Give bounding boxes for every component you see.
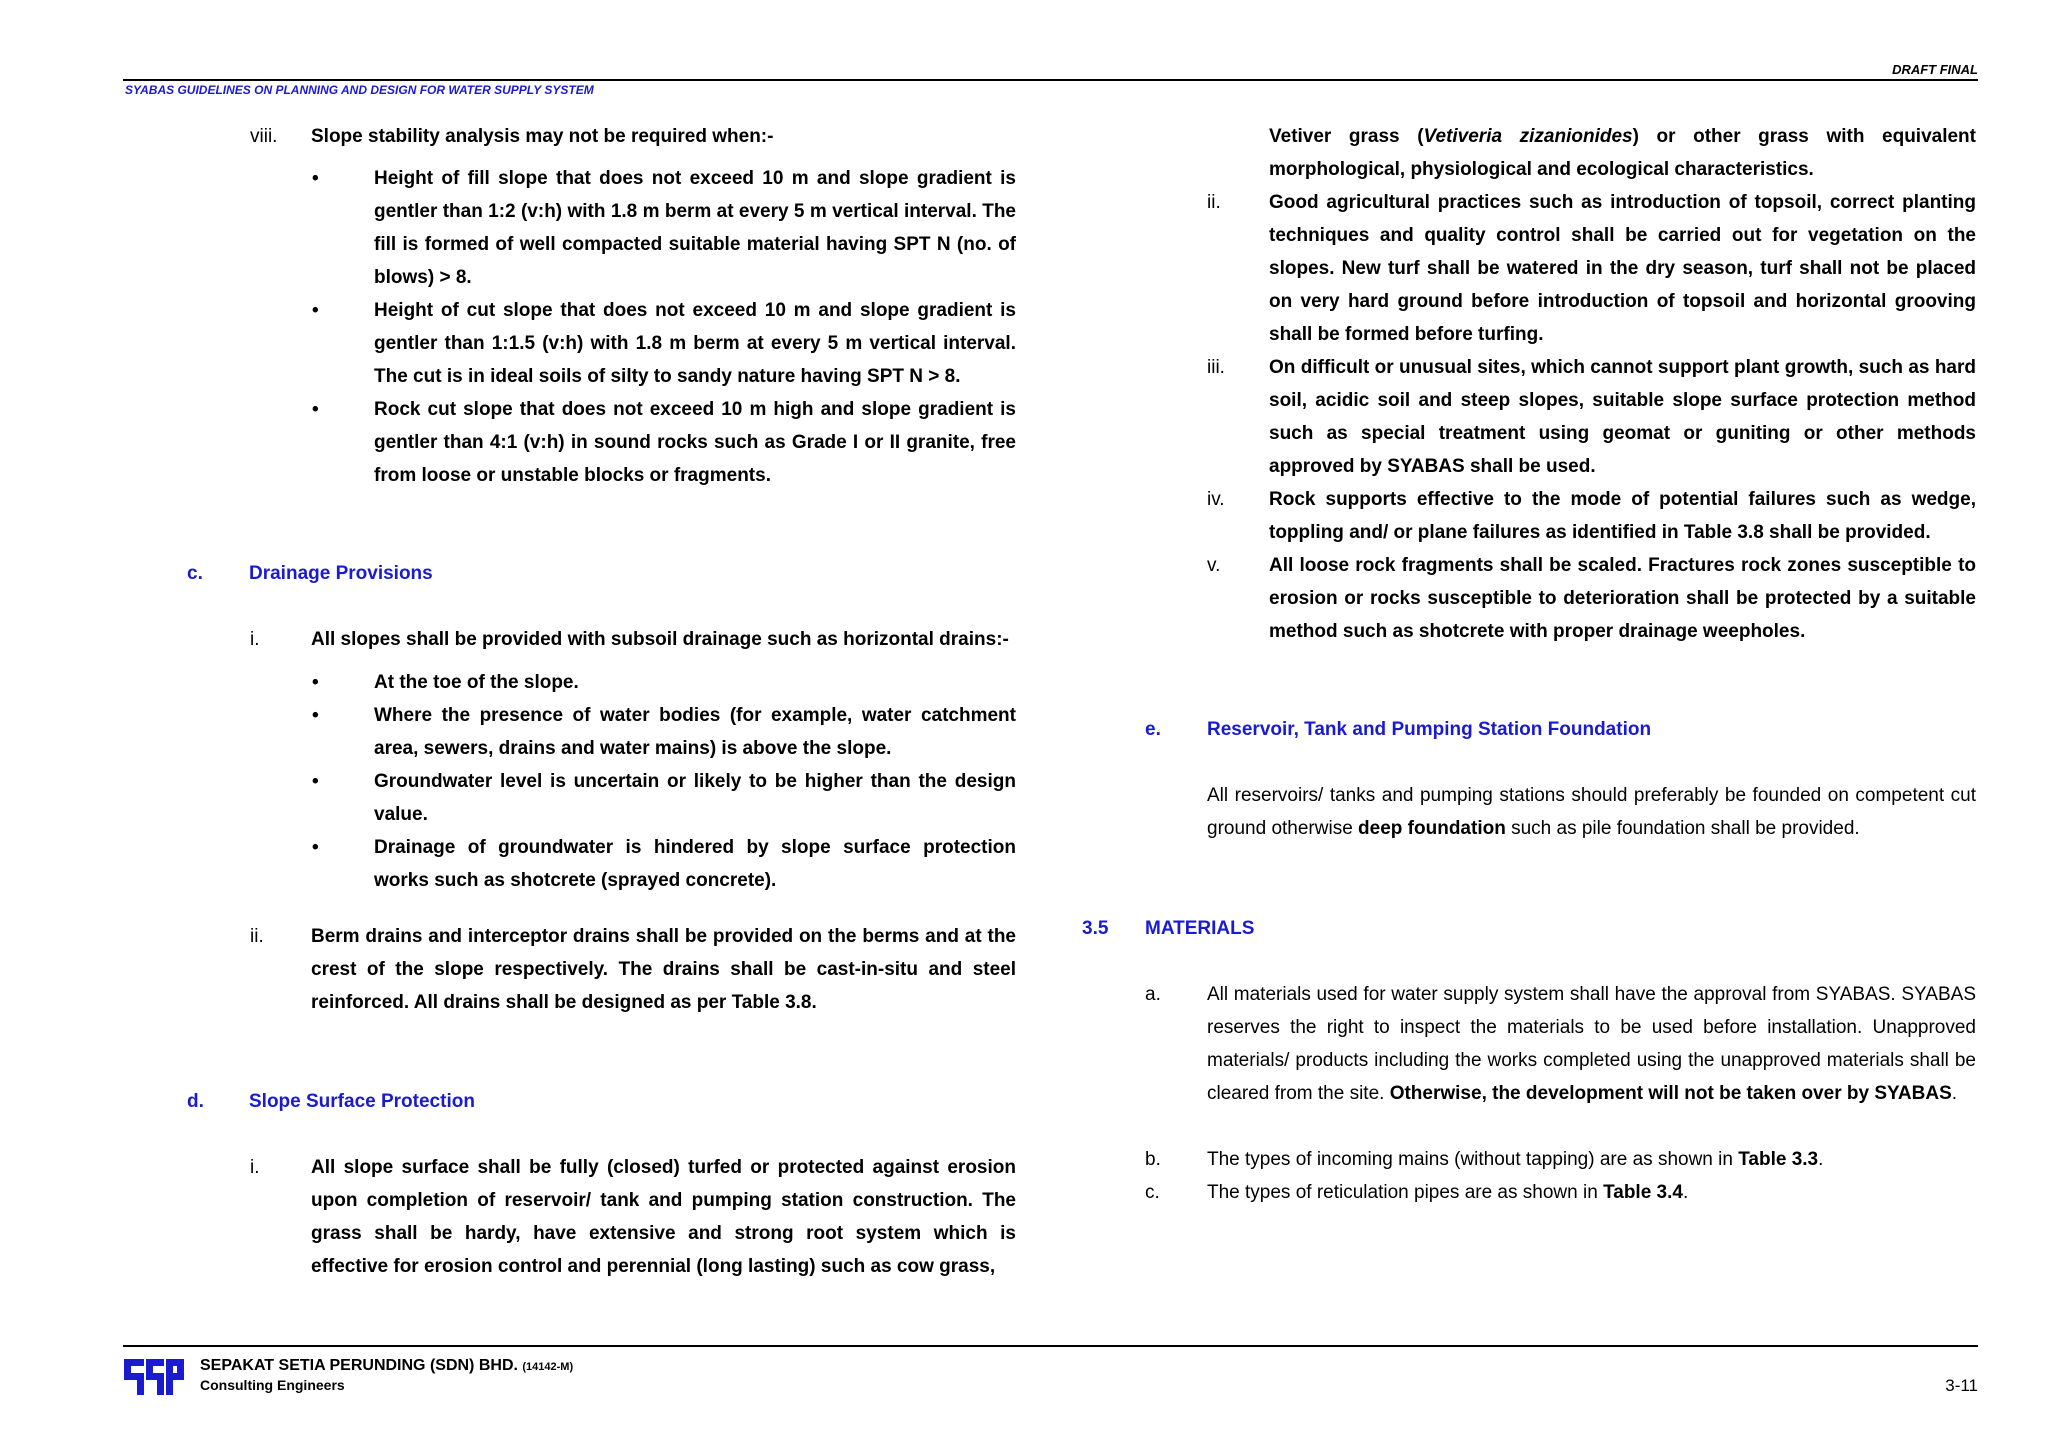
bullet-icon: •: [312, 672, 319, 693]
d-item-ii-text: Good agricultural practices such as introduction of topsoil, correct planting techniques and quality control shall be carried out for vegetation on the slopes. New turf shall be watered in the dry season, turf shall not be placed on very hard ground before introduction of topsoil and horizontal grooving shall be formed before turfing.: [1269, 192, 1976, 345]
bullet-icon: •: [312, 300, 319, 321]
draft-label: DRAFT FINAL: [1892, 62, 1978, 77]
bullet-icon: •: [312, 399, 319, 420]
d-item-v-text: All loose rock fragments shall be scaled. Fractures rock zones susceptible to erosion or rocks susceptible to deterioration shall be protected by a suitable method such as shotcrete with proper drainage weepholes.: [1269, 555, 1976, 642]
section-e-letter: e.: [1145, 719, 1161, 740]
section-3-5-title: MATERIALS: [1145, 918, 1255, 939]
section-c-letter: c.: [187, 563, 203, 584]
section-e-title: Reservoir, Tank and Pumping Station Foundation: [1207, 719, 1652, 740]
section-e-body: All reservoirs/ tanks and pumping stations should preferably be founded on competent cut ground otherwise deep foundation such as pile foundation shall be provided.: [1207, 785, 1976, 839]
d-item-iv-number: iv.: [1207, 489, 1225, 510]
c-item-ii-text: Berm drains and interceptor drains shall be provided on the berms and at the crest of the slope respectively. The drains shall be cast-in-situ and steel reinforced. All drains shall be designed as per Table 3.8.: [311, 926, 1016, 1013]
ssp-logo-icon: [124, 1359, 184, 1400]
header-rule: [123, 79, 1978, 81]
item-viii-text: Slope stability analysis may not be required when:-: [311, 126, 774, 147]
d-item-iii-number: iii.: [1207, 357, 1225, 378]
page-number: 3-11: [1945, 1376, 1978, 1395]
materials-b-text: The types of incoming mains (without tapping) are as shown in Table 3.3.: [1207, 1149, 1824, 1170]
bullet-icon: •: [312, 168, 319, 189]
item-viii-number: viii.: [250, 126, 278, 147]
viii-bullet-2: Height of cut slope that does not exceed 10 m and slope gradient is gentler than 1:1.5 (v:h) with 1.8 m berm at every 5 m vertical interval. The cut is in ideal soils of silty to sandy nature having SPT N > 8.: [374, 300, 1016, 387]
materials-c-text: The types of reticulation pipes are as shown in Table 3.4.: [1207, 1182, 1689, 1203]
materials-a-letter: a.: [1145, 984, 1161, 1005]
bullet-icon: •: [312, 837, 319, 858]
viii-bullet-1: Height of fill slope that does not exceed 10 m and slope gradient is gentler than 1:2 (v:h) with 1.8 m berm at every 5 m vertical interval. The fill is formed of well compacted suitable material having SPT N (no. of blows) > 8.: [374, 168, 1016, 288]
c-bullet-2: Where the presence of water bodies (for example, water catchment area, sewers, drains and water mains) is above the slope.: [374, 705, 1016, 759]
section-3-5-number: 3.5: [1082, 918, 1109, 939]
section-c-title: Drainage Provisions: [249, 563, 433, 584]
d-item-i-number: i.: [250, 1157, 260, 1178]
d-item-i-text: All slope surface shall be fully (closed) turfed or protected against erosion upon completion of reservoir/ tank and pumping station construction. The grass shall be hardy, have extensive and strong root system which is effective for erosion control and perennial (long lasting) such as cow grass,: [311, 1157, 1016, 1277]
d-item-ii-number: ii.: [1207, 192, 1221, 213]
d-item-i-continued: Vetiver grass (Vetiveria zizanionides) or other grass with equivalent morphological, physiological and ecological characteristics.: [1269, 126, 1976, 180]
d-item-iv-text: Rock supports effective to the mode of potential failures such as wedge, toppling and/ or plane failures as identified in Table 3.8 shall be provided.: [1269, 489, 1976, 543]
section-d-title: Slope Surface Protection: [249, 1091, 475, 1112]
bullet-icon: •: [312, 705, 319, 726]
c-bullet-4: Drainage of groundwater is hindered by slope surface protection works such as shotcrete (sprayed concrete).: [374, 837, 1016, 891]
firm-subtitle: Consulting Engineers: [200, 1377, 345, 1393]
materials-a-text: All materials used for water supply system shall have the approval from SYABAS. SYABAS reserves the right to inspect the materials to be used before installation. Unapproved materials/ products including the works completed using the unapproved materials shall be cleared from the site. Otherwise, the development will not be taken over by SYABAS.: [1207, 984, 1976, 1104]
document-title: SYABAS GUIDELINES ON PLANNING AND DESIGN FOR WATER SUPPLY SYSTEM: [125, 83, 594, 97]
firm-name: SEPAKAT SETIA PERUNDING (SDN) BHD. (14142-M): [200, 1357, 574, 1374]
footer-rule: [123, 1345, 1978, 1347]
materials-b-letter: b.: [1145, 1149, 1161, 1170]
viii-bullet-3: Rock cut slope that does not exceed 10 m high and slope gradient is gentler than 4:1 (v:h) in sound rocks such as Grade I or II granite, free from loose or unstable blocks or fragments.: [374, 399, 1016, 486]
c-item-i-text: All slopes shall be provided with subsoil drainage such as horizontal drains:-: [311, 629, 1009, 650]
c-item-ii-number: ii.: [250, 926, 264, 947]
section-d-letter: d.: [187, 1091, 204, 1112]
d-item-iii-text: On difficult or unusual sites, which cannot support plant growth, such as hard soil, acidic soil and steep slopes, suitable slope surface protection method such as special treatment using geomat or guniting or other methods approved by SYABAS shall be used.: [1269, 357, 1976, 477]
c-bullet-3: Groundwater level is uncertain or likely to be higher than the design value.: [374, 771, 1016, 825]
d-item-v-number: v.: [1207, 555, 1221, 576]
c-item-i-number: i.: [250, 629, 260, 650]
c-bullet-1: At the toe of the slope.: [374, 672, 579, 693]
materials-c-letter: c.: [1145, 1182, 1160, 1203]
bullet-icon: •: [312, 771, 319, 792]
